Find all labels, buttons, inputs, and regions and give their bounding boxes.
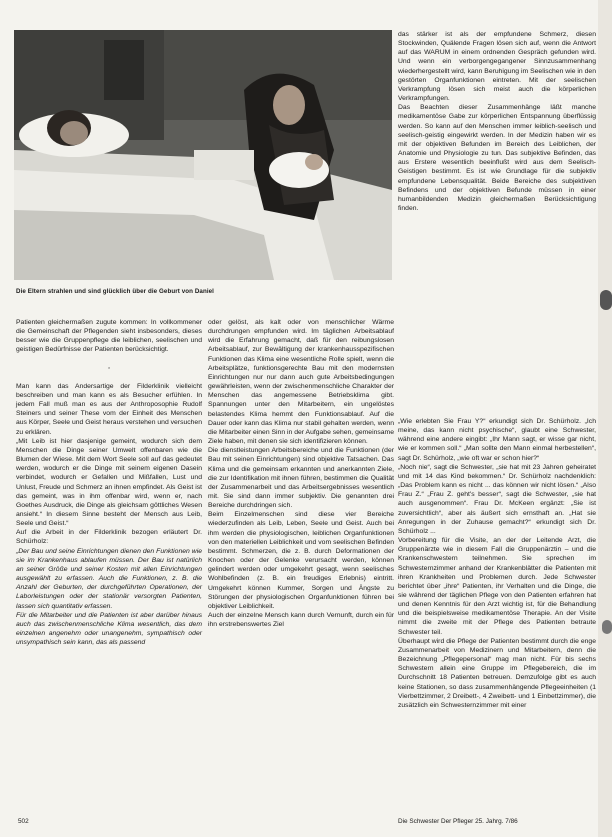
paragraph: Auch der einzelne Mensch kann durch Vernunft, durch ein für ihn erstrebenswertes Ziel bbox=[208, 612, 394, 629]
paragraph: Beim Einzelmenschen sind diese vier Bereiche wiederzufinden als Leib, Leben, Seele und Geist. Auch bei ihm werden die physiologischen, leiblichen Organfunktionen von den materiellen Leiblichkeit und vom seelischen Befinden bestimmt. Schmerzen, die z. B. durch Deformationen der Knochen oder der Gelenke verursacht werden, können gelindert werden oder umgekehrt gesagt, wenn seelisches Wohlbefinden (z. B. ein freudiges Erlebnis) eintritt. Umgekehrt können Kummer, Sorgen und Ängste zu Störungen der physiologischen Organfunktionen führen bei objektiver Leiblichkeit. bbox=[208, 511, 394, 610]
paragraph: das stärker ist als der empfundene Schmerz, diesen Stockwinden, Quälende Fragen lösen sich auf, wenn die Antwort auf das WARUM in einem ordnenden Gespräch gefunden wird. Und wenn ein verborgengegangener Sinnzusammenhang wiederhergestellt wird, kann Beruhigung im Seelischen wie in den gestörten Organfunktionen eintreten. Mit der seelischen Verkrampfung lösen sich meist auch die körperlichen Verkrampfungen. bbox=[398, 31, 596, 103]
quote-paragraph: Für die Mitarbeiter und die Patienten ist aber darüber hinaus auch das zwischenmenschliche Klima wesentlich, das dem einzelnen angenehm oder unangenehm, sympathisch oder unsympathisch sein kann, das als passend bbox=[16, 611, 202, 647]
binding-hole-icon bbox=[602, 620, 612, 634]
photo-illustration bbox=[14, 30, 392, 280]
article-column-right bbox=[398, 417, 596, 710]
paragraph: Überhaupt wird die Pflege der Patienten bestimmt durch die enge Zusammenarbeit von Medizinern und Mitarbeitern, denn die Bezeichnung „Pflegepersonal“ mag man nicht. Für bis sechs Schwestern allein eine Gruppe im Pflegebereich, die im Durchschnitt 18 Patienten betreuen. Demzufolge gibt es auch keine Stationen, so dass zusammenhängende Pflegeeinheiten (1 Vierbettzimmer, 2 Dreibett-, 4 Zweibett- und 1 Einbettzimmer), die zusätzlich ein Schwesternzimmer mit einer bbox=[398, 637, 596, 709]
photo-caption: Die Eltern strahlen und sind glücklich über die Geburt von Daniel bbox=[16, 288, 215, 295]
page-number: 502 bbox=[18, 818, 29, 825]
quote-paragraph: „Mit Leib ist hier dasjenige gemeint, wodurch sich dem Menschen die Dinge seiner Umwelt offenbaren wie die Blumen der Wiese. Mit dem Wort Seele soll auf das gedeutet werden, wodurch er die Dinge mit seinem eigenen Dasein verbindet, wodurch er Gefallen und Mißfallen, Lust und Unlust, Freude und Schmerz an ihnen empfindet. Als Geist ist das gemeint, was in ihm offenbar wird, wenn er, nach Goethes Ausdruck, die Dinge als gleichsam göttliches Wesen ansieht.“ In diesem Sinne besteht der Mensch aus Leib, Seele und Geist.“ bbox=[16, 437, 202, 528]
running-head: Die Schwester Der Pfleger 25. Jahrg. 7/86 bbox=[398, 818, 518, 825]
paragraph: „Noch nie“, sagt die Schwester, „sie hat mit 23 Jahren geheiratet und mit 14 das Kind bekommen.“ Dr. Schürholz nachdenklich: „Das Problem kann es nicht ... das können wir nicht lösen.“ „Also Frau Z.“ „Frau Z. geht's besser“, sagt die Schwester, „sie hat auch ausgenommen“. Frau Dr. McKeen ergänzt: „Sie ist zuversichtlich“, aber als äußert sich ernsthaft an. „Hat sie Anregungen in der Zuhause gemacht?“ erkundigt sich Dr. Schürholz ... bbox=[398, 463, 596, 535]
article-column-middle bbox=[208, 318, 394, 629]
quote-paragraph: „Der Bau und seine Einrichtungen dienen den Funktionen wie sie im Krankenhaus ablaufen müssen. Der Bau ist natürlich an seiner Größe und seiner Kosten mit allen Einrichtungen ausgewählt zu erfassen. Auch die Funktionen, z. B. die Anzahl der Geburten, der durchgeführten Operationen, der Laborleistungen oder der stationär versorgten Patienten, lassen sich quantitativ erfassen. bbox=[16, 547, 202, 610]
paragraph: Auf die Arbeit in der Filderklinik bezogen erläutert Dr. Schürholz: bbox=[16, 529, 202, 546]
paragraph: Patienten gleichermaßen zugute kommen: In vollkommener die Gemeinschaft der Pflegenden sieht insbesonders, dieses besser wie die Gruppenpflege die leiblichen, seelischen und geistigen Bedürfnisse der Patienten berücksichtigt. bbox=[16, 319, 202, 354]
photo-parents-with-newborn bbox=[14, 30, 392, 280]
paragraph: Man kann das Andersartige der Filderklinik vielleicht beschreiben und man kann es als Besucher erfühlen. In jedem Fall muß man es aus der Anthroposophie Rudolf Steiners und seiner These vom der Einheit des Menschen aus Körper, Seele und Geist heraus verstehen und versuchen zu erklären. bbox=[16, 382, 202, 436]
paragraph: Die dienstleistungen Arbeitsbereiche und die Funktionen (der Bau mit seinen Einrichtungen) sind objektive Tatsachen. Das Klima und die gemeinsam erkannten und anerkannten Ziele, die zur Identifikation mit ihnen führen, bestimmen die Qualität der Zusammenarbeit und das Arbeitsergebnisses wesentlich mit. Sie sind dann immer subjektiv. Die genannten drei Bereiche durchdringen sich. bbox=[208, 447, 394, 510]
article-column-left bbox=[16, 318, 202, 647]
paragraph: „Wie erlebten Sie Frau Y?“ erkundigt sich Dr. Schürholz. „Ich meine, das kann nicht psychische“, glaubt eine Schwester, während eine andere eingibt: „Ihr Mann sagt, er wisse gar nicht, wie er kommen soll.“ „Man sollte den Mann einmal herbestellen“, sagt Dr. Schürholz, „wie oft war er schon hier?“ bbox=[398, 418, 596, 462]
paragraph: oder gelöst, als kalt oder von menschlicher Wärme durchdrungen empfunden wird. Im täglichen Arbeitsablauf wird die Erfahrung gemacht, daß für den reibungslosen Arbeitsablauf, zur Bewältigung der krankenhausspezifischen Funktionen das Klima eine wesentliche Rolle spielt, wenn die Arbeitsplätze, funktionsgerechte Bau mit den modernsten Einrichtungen nur nur dann auch gute Arbeitsbedingungen gewährleisten, wenn der zwischenmenschliche Charakter der Menschen das angemessene Betriebsklima gibt. Spannungen unter den Mitarbeitern, ein ungelöstes belastendes Klima hemmt den Funktionsablauf. Auf die Dauer oder kann das Klima nur stabil gehalten werden, wenn die Mitarbeiter einen Sinn in der Aufgabe sehen, gemeinsame Ziele haben, mit denen sie sich identifizieren können. bbox=[208, 319, 394, 446]
adjacent-page-edge bbox=[598, 0, 612, 837]
section-separator: ◦ bbox=[107, 364, 111, 372]
paragraph: Das Beachten dieser Zusammenhänge läßt manche medikamentöse Gabe zur körperlichen Entspannung überflüssig werden. So kann auf den Menschen immer leiblich-seelisch und seelisch-geistig eingewirkt werden. In der Medizin haben wir es mit der objektiven Befunden im Bereich des Leiblichen, der Anatomie und Physiologie zu tun. Das subjektive Befinden, das aus Erstere wesentlich beeinflußt wird aus dem Seelisch-Geistigen bestimmt. Es ist wie Grundlage für die subjektiv empfundene Lebensqualität. Beide Bereiche des subjektiven Befindens und der objektiven Befunde müssen in einer humanbildenden Medizin gleichermaßen Berücksichtigung finden. bbox=[398, 104, 596, 212]
paragraph: Vorbereitung für die Visite, an der der Leitende Arzt, die Gruppenärzte wie in diesem Fall die Gruppenärztin – und die Krankenschwestern teilnehmen. Sie sprechen im Schwesternzimmer anhand der Krankenblätter die Patienten mit ihren Krankheiten und Problemen durch. Jede Schwester berichtet über „ihre“ Patienten, ihr Verhalten und die Dinge, die sie während der täglichen Pflege von den Patienten erfahren hat und denen Kenntnis für den Arzt wichtig ist, für die Behandlung und die beispielsweise medikamentöse Therapie. An der Visite nimmt die zweite mit der Pflege des Patienten betraute Schwester teil. bbox=[398, 537, 596, 636]
article-column-right-top bbox=[398, 30, 596, 213]
binding-hole-icon bbox=[600, 290, 612, 310]
